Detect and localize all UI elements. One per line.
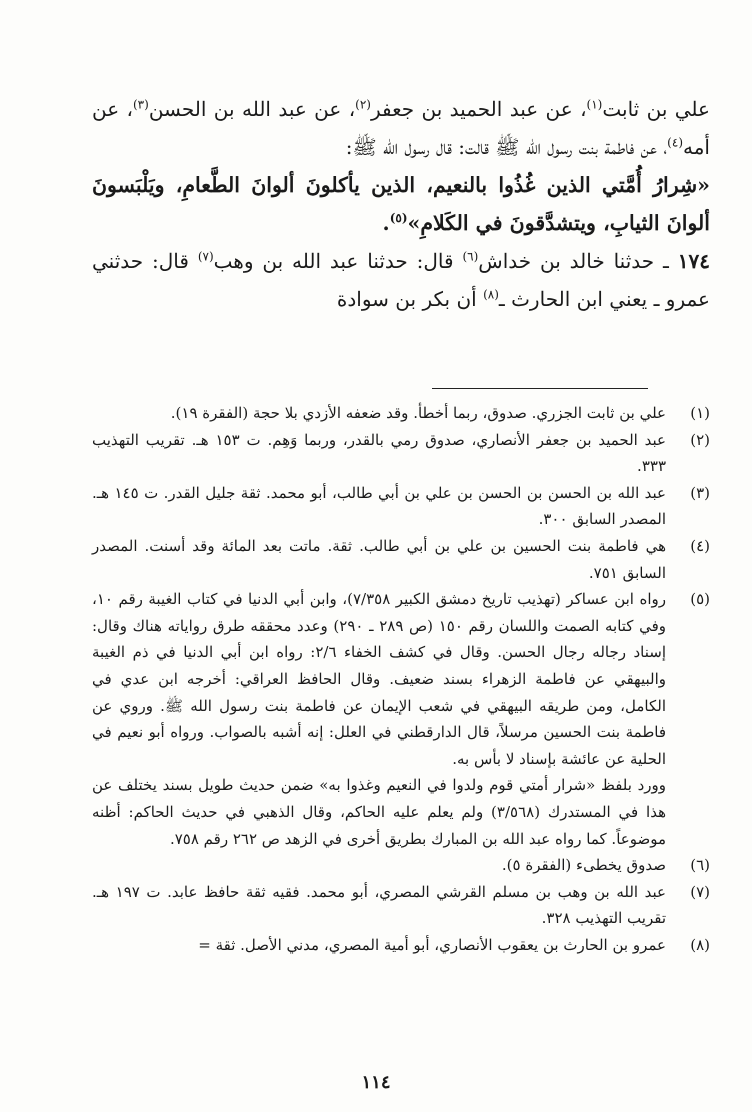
footnote-ref: (٢): [355, 97, 371, 112]
footnote: [92, 427, 710, 480]
footnote: [92, 879, 710, 932]
footnote: [92, 533, 710, 586]
footnote: [92, 852, 710, 879]
footnote-ref: (١): [586, 97, 603, 112]
footnote-ref: (٦): [462, 249, 479, 264]
hadith-number: ١٧٤: [677, 249, 710, 273]
footnote-ref: (٣): [132, 97, 149, 112]
footnote: [92, 400, 710, 427]
main-text: [92, 90, 710, 318]
footnote-separator: [432, 388, 648, 389]
footnote-ref: (٥): [389, 211, 408, 226]
footnote-text: هي فاطمة بنت الحسين بن علي بن أبي طالب. ثقة. ماتت بعد المائة وقد أسنت. المصدر السابق ٧٥١.: [92, 536, 666, 582]
footnote-text: صدوق يخطىء (الفقرة ٥).: [501, 856, 666, 875]
footnote-text: عمرو بن الحارث بن يعقوب الأنصاري، أبو أمية المصري، مدني الأصل. ثقة =: [198, 935, 666, 954]
footnote-number: (٥): [690, 590, 710, 609]
footnote: [92, 480, 710, 533]
footnote-number: (١): [690, 404, 710, 422]
footnote-number: (٨): [690, 935, 710, 954]
footnote-number: (٧): [690, 882, 710, 901]
footnote-number: (٢): [690, 430, 710, 449]
footnotes: [92, 400, 710, 958]
footnote-ref: (٨): [483, 287, 499, 302]
footnote-text: عبد الله بن الحسن بن الحسن بن علي بن أبي طالب، أبو محمد. ثقة جليل القدر. ت ١٤٥ هـ. المصدر السابق ٣٠٠.: [92, 483, 667, 529]
footnote: [92, 932, 710, 959]
footnote: [92, 586, 710, 772]
footnote-text: عبد الله بن وهب بن مسلم القرشي المصري، أبو محمد. فقيه ثقة حافظ عابد. ت ١٩٧ هـ. تقريب التهذيب ٣٢٨.: [92, 882, 666, 928]
footnote-number: (٤): [690, 536, 710, 555]
footnote-number: (٣): [690, 483, 710, 502]
footnote-number: (٦): [690, 856, 710, 875]
footnote-ref: (٤): [667, 135, 683, 150]
hadith-174-paragraph: [92, 242, 710, 318]
footnote-continuation: وورد بلفظ «شرار أمتي قوم ولدوا في النعيم وغذوا به» ضمن حديث طويل بسند يختلف عن هذا في المستدرك (٣/٥٦٨) ولم يعلم عليه الحاكم، وقال الذهبي في حديث الحاكم: أظنه موضوعاً. كما رواه عبد الله بن المبارك بطريق أخرى في الزهد ص ٢٦٢ رقم ٧٥٨.: [92, 776, 666, 848]
footnote-text: علي بن ثابت الجزري. صدوق، ربما أخطأ. وقد ضعفه الأزدي بلا حجة (الفقرة ١٩).: [170, 404, 666, 422]
isnad-paragraph: علي بن ثابت$^{(١)}$، عن عبد الحميد بن جعفر$^{(٢)}$، عن عبد الله بن الحسن$^{(٣)}$، عن أمه$^{(٤)}$، عن فاطمة بنت رسول الله ﷺ قالت: قال رسول الله ﷺ:: [92, 97, 710, 159]
page-number: ١١٤: [361, 1072, 391, 1093]
hadith-text: «شِرارُ أُمَّتي الذين غُذُوا بالنعيم، الذين يأكلونَ ألوانَ الطَّعامِ، ويَلْبَسونَ ألوانَ الثيابِ، ويتشدَّقونَ في الكَلامِ»$^{(٥)}$.: [92, 173, 710, 235]
footnote-text: رواه ابن عساكر (تهذيب تاريخ دمشق الكبير ٧/٣٥٨)، وابن أبي الدنيا في كتاب الغيبة رقم ١٠، وفي كتابه الصمت واللسان رقم ١٥٠ (ص ٢٨٩ ـ ٢٩٠) وعدد محققه طرق رواياته هناك وقال: إسناد رجاله رجال الحسن. وقال في كشف الخفاء ٢/٦: رواه ابن أبي الدنيا في ذم الغيبة والبيهقي عن فاطمة الزهراء بسند ضعيف. وقال الحافظ العراقي: أخرجه ابن عدي في الكامل، ومن طريقه البيهقي في شعب الإيمان عن فاطمة بنت رسول الله ﷺ. وروي عن فاطمة بنت الحسين مرسلاً، قال الدارقطني في العلل: إنه أشبه بالصواب. ورواه أبو نعيم في الحلية عن عائشة بإسناد لا بأس به.: [92, 590, 667, 768]
footnote-text: عبد الحميد بن جعفر الأنصاري، صدوق رمي بالقدر، وربما وَهِم. ت ١٥٣ هـ. تقريب التهذيب ٣٣٣.: [92, 430, 667, 476]
hadith-174-isnad: ـ حدثنا خالد بن خداش$^{(٦)}$ قال: حدثنا عبد الله بن وهب$^{(٧)}$ قال: حدثني عمرو ـ يعني ابن الحارث ـ$^{(٨)}$ أن بكر بن سوادة: [92, 249, 710, 311]
footnote-ref: (٧): [197, 249, 214, 264]
